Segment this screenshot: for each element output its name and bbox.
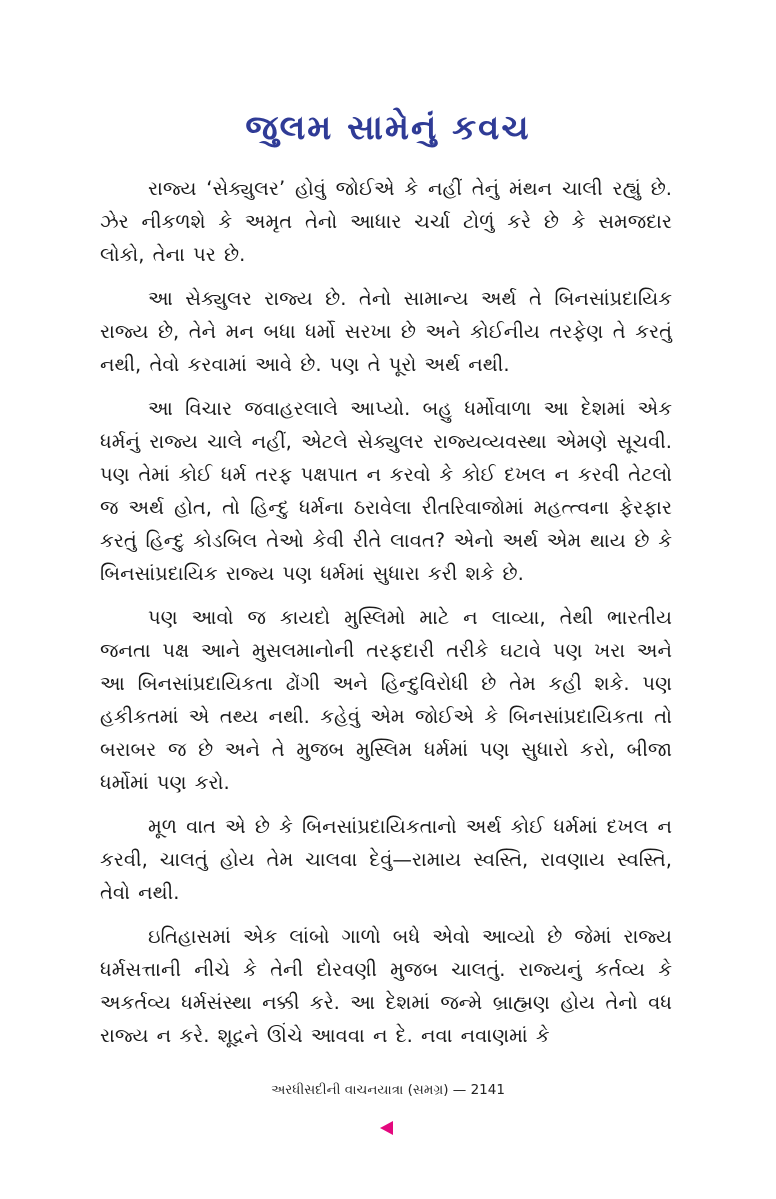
paragraph: ઇતિહાસમાં એક લાંબો ગાળો બધે એવો આવ્યો છે જેમાં રાજ્ય ધર્મસત્તાની નીચે કે તેની દોરવણી મુજબ ચાલતું. રાજ્યનું કર્તવ્ય કે અકર્તવ્ય ધર્મસંસ્થા નક્કી કરે. આ દેશમાં જન્મે બ્રાહ્મણ હોય તેનો વધ રાજ્ય ન કરે. શૂદ્રને ઊંચે આવવા ન દે. નવા નવાણમાં કે	[100, 925, 672, 1047]
article-body	[100, 172, 672, 1063]
paragraph: આ વિચાર જવાહરલાલે આપ્યો. બહુ ધર્મોવાળા આ દેશમાં એક ધર્મનું રાજ્ય ચાલે નહીં, એટલે સેક્યુલર રાજ્યવ્યવસ્થા એમણે સૂચવી. પણ તેમાં કોઈ ધર્મ તરફ પક્ષપાત ન કરવો કે કોઈ દખલ ન કરવી તેટલો જ અર્થ હોત, તો હિન્દુ ધર્મના ઠરાવેલા રીતરિવાજોમાં મહત્ત્વના ફેરફાર કરતું હિન્દુ કોડબિલ તેઓ કેવી રીતે લાવત? એનો અર્થ એમ થાય છે કે બિનસાંપ્રદાયિક રાજ્ય પણ ધર્મમાં સુધારા કરી શકે છે.	[100, 397, 672, 585]
paragraph: મૂળ વાત એ છે કે બિનસાંપ્રદાયિકતાનો અર્થ કોઈ ધર્મમાં દખલ ન કરવી, ચાલતું હોય તેમ ચાલવા દેવું—રામાય સ્વસ્તિ, રાવણાય સ્વસ્તિ, તેવો નથી.	[100, 815, 672, 904]
page-title: જુલમ સામેનું કવચ	[245, 108, 531, 148]
prev-page-triangle-left-icon[interactable]	[380, 1121, 393, 1135]
paragraph: પણ આવો જ કાયદો મુસ્લિમો માટે ન લાવ્યા, તેથી ભારતીય જનતા પક્ષ આને મુસલમાનોની તરફદારી તરીકે ઘટાવે પણ ખરા અને આ બિનસાંપ્રદાયિકતા ઢોંગી અને હિન્દુવિરોધી છે તેમ કહી શકે. પણ હકીકતમાં એ તથ્ય નથી. કહેવું એમ જોઈએ કે બિનસાંપ્રદાયિકતા તો બરાબર જ છે અને તે મુજબ મુસ્લિમ ધર્મમાં પણ સુધારો કરો, બીજા ધર્મોમાં પણ કરો.	[100, 606, 672, 794]
paragraph: આ સેક્યુલર રાજ્ય છે. તેનો સામાન્ય અર્થ તે બિનસાંપ્રદાયિક રાજ્ય છે, તેને મન બધા ધર્મો સરખા છે અને કોઈનીય તરફેણ તે કરતું નથી, તેવો કરવામાં આવે છે. પણ તે પૂરો અર્થ નથી.	[100, 287, 672, 376]
page-footer: અરધીસદીની વાચનયાત્રા (સમગ્ર) — 2141	[271, 1082, 505, 1098]
paragraph: રાજ્ય ‘સેક્યુલર’ હોવું જોઈએ કે નહીં તેનું મંથન ચાલી રહ્યું છે. ઝેર નીકળશે કે અમૃત તેનો આધાર ચર્ચા ટોળું કરે છે કે સમજદાર લોકો, તેના પર છે.	[100, 177, 672, 266]
